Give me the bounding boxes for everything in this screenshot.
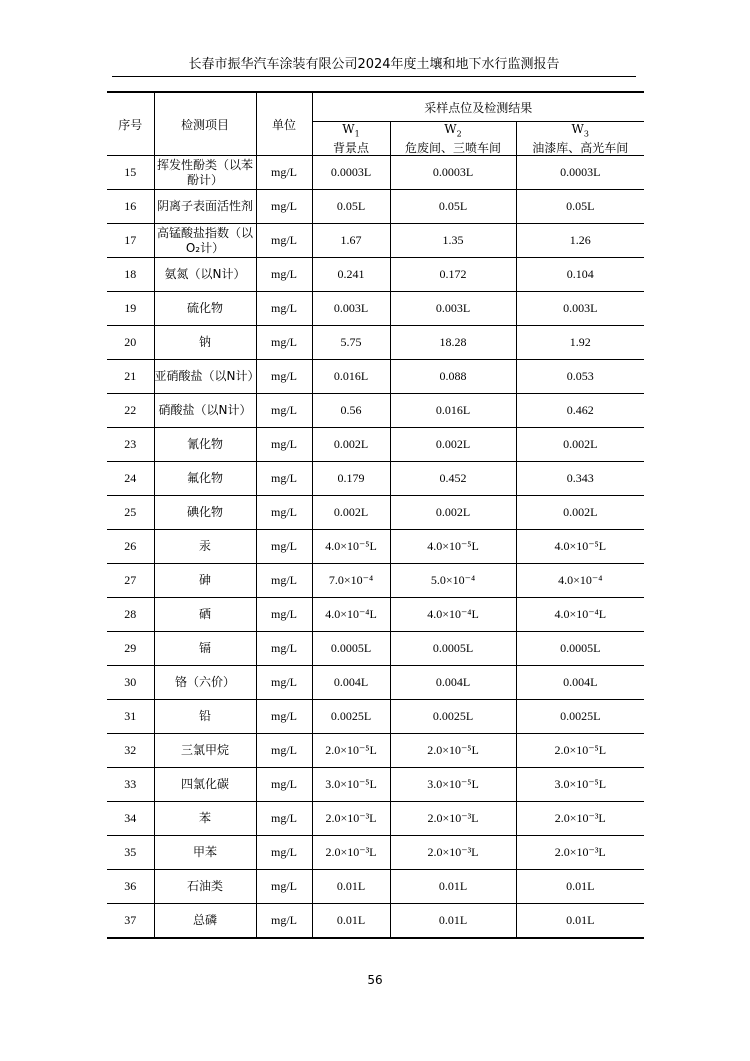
test-item: 汞 (154, 530, 256, 564)
site-code: $W_1$ (342, 122, 360, 139)
result-w2: 18.28 (390, 326, 516, 360)
result-w3: 2.0×10⁻⁵L (516, 734, 644, 768)
table-row (107, 802, 644, 836)
result-w2: 0.004L (390, 666, 516, 700)
row-number: 31 (107, 700, 154, 734)
table-row (107, 530, 644, 564)
unit: mg/L (256, 360, 312, 394)
result-w2: 2.0×10⁻³L (390, 802, 516, 836)
unit: mg/L (256, 836, 312, 870)
table-row (107, 360, 644, 394)
row-number: 33 (107, 768, 154, 802)
result-w1: 0.0003L (312, 156, 390, 190)
result-w2: 1.35 (390, 224, 516, 258)
test-item: 高锰酸盐指数（以O₂计） (154, 224, 256, 258)
test-item: 甲苯 (154, 836, 256, 870)
test-item: 亚硝酸盐（以N计） (154, 360, 256, 394)
site-header-w3 (516, 122, 644, 156)
row-number: 37 (107, 904, 154, 939)
result-w1: 5.75 (312, 326, 390, 360)
test-item: 硝酸盐（以N计） (154, 394, 256, 428)
test-item: 氟化物 (154, 462, 256, 496)
row-number: 29 (107, 632, 154, 666)
table-row (107, 904, 644, 939)
result-w2: 0.0005L (390, 632, 516, 666)
test-item: 铅 (154, 700, 256, 734)
result-w1: 0.002L (312, 428, 390, 462)
result-w2: 0.088 (390, 360, 516, 394)
unit: mg/L (256, 802, 312, 836)
table-row (107, 462, 644, 496)
site-code: $W_3$ (571, 122, 589, 139)
result-w1: 0.05L (312, 190, 390, 224)
result-w3: 4.0×10⁻⁴ (516, 564, 644, 598)
test-item: 碘化物 (154, 496, 256, 530)
result-w2: 5.0×10⁻⁴ (390, 564, 516, 598)
unit: mg/L (256, 564, 312, 598)
table-row (107, 428, 644, 462)
test-item: 苯 (154, 802, 256, 836)
result-w1: 4.0×10⁻⁴L (312, 598, 390, 632)
result-w2: 0.172 (390, 258, 516, 292)
unit: mg/L (256, 870, 312, 904)
result-w1: 7.0×10⁻⁴ (312, 564, 390, 598)
result-w3: 3.0×10⁻⁵L (516, 768, 644, 802)
result-w3: 0.0003L (516, 156, 644, 190)
result-w3: 0.002L (516, 428, 644, 462)
result-w3: 4.0×10⁻⁵L (516, 530, 644, 564)
result-w1: 0.01L (312, 870, 390, 904)
result-w1: 0.0005L (312, 632, 390, 666)
result-w2: 0.002L (390, 496, 516, 530)
result-w1: 0.179 (312, 462, 390, 496)
row-number: 26 (107, 530, 154, 564)
result-w1: 1.67 (312, 224, 390, 258)
table-row (107, 734, 644, 768)
result-w2: 0.05L (390, 190, 516, 224)
column-header-item: 检测项目 (154, 92, 256, 156)
test-item: 钠 (154, 326, 256, 360)
table-row (107, 258, 644, 292)
unit: mg/L (256, 428, 312, 462)
unit: mg/L (256, 462, 312, 496)
unit: mg/L (256, 530, 312, 564)
site-header-w2 (390, 122, 516, 156)
result-w3: 0.053 (516, 360, 644, 394)
result-w1: 4.0×10⁻⁵L (312, 530, 390, 564)
unit: mg/L (256, 904, 312, 939)
row-number: 32 (107, 734, 154, 768)
result-w1: 2.0×10⁻³L (312, 836, 390, 870)
result-w3: 0.0005L (516, 632, 644, 666)
test-item: 镉 (154, 632, 256, 666)
result-w2: 0.002L (390, 428, 516, 462)
row-number: 19 (107, 292, 154, 326)
result-w3: 0.01L (516, 904, 644, 939)
table-row (107, 870, 644, 904)
result-w1: 0.241 (312, 258, 390, 292)
test-item: 氨氮（以N计） (154, 258, 256, 292)
site-code: $W_2$ (444, 122, 462, 139)
table-row (107, 190, 644, 224)
result-w3: 1.26 (516, 224, 644, 258)
column-header-unit: 单位 (256, 92, 312, 156)
result-w1: 0.016L (312, 360, 390, 394)
result-w2: 2.0×10⁻⁵L (390, 734, 516, 768)
column-header-results: 采样点位及检测结果 (312, 92, 644, 122)
result-w3: 2.0×10⁻³L (516, 802, 644, 836)
row-number: 23 (107, 428, 154, 462)
page-header-title: 长春市振华汽车涂装有限公司2024年度土壤和地下水行监测报告 (188, 57, 560, 72)
test-item: 硫化物 (154, 292, 256, 326)
result-w1: 2.0×10⁻³L (312, 802, 390, 836)
table-row (107, 394, 644, 428)
test-item: 阴离子表面活性剂 (154, 190, 256, 224)
unit: mg/L (256, 598, 312, 632)
test-item: 铬（六价） (154, 666, 256, 700)
test-item: 硒 (154, 598, 256, 632)
site-header-w1 (312, 122, 390, 156)
table-row (107, 496, 644, 530)
row-number: 20 (107, 326, 154, 360)
test-item: 三氯甲烷 (154, 734, 256, 768)
result-w3: 0.003L (516, 292, 644, 326)
unit: mg/L (256, 224, 312, 258)
result-w3: 0.462 (516, 394, 644, 428)
table-row (107, 156, 644, 190)
table-row (107, 666, 644, 700)
test-item: 四氯化碳 (154, 768, 256, 802)
page-number: 56 (367, 973, 383, 987)
unit: mg/L (256, 326, 312, 360)
row-number: 35 (107, 836, 154, 870)
result-w3: 0.0025L (516, 700, 644, 734)
site-name: 背景点 (332, 141, 369, 156)
row-number: 24 (107, 462, 154, 496)
result-w2: 0.01L (390, 870, 516, 904)
result-w1: 0.003L (312, 292, 390, 326)
test-item: 挥发性酚类（以苯酚计） (154, 156, 256, 190)
result-w2: 4.0×10⁻⁴L (390, 598, 516, 632)
table-body (107, 156, 644, 939)
table-row (107, 768, 644, 802)
table-row (107, 598, 644, 632)
table-row (107, 326, 644, 360)
unit: mg/L (256, 258, 312, 292)
result-w2: 0.01L (390, 904, 516, 939)
result-w2: 0.452 (390, 462, 516, 496)
row-number: 36 (107, 870, 154, 904)
result-w2: 3.0×10⁻⁵L (390, 768, 516, 802)
result-w1: 3.0×10⁻⁵L (312, 768, 390, 802)
header-divider (112, 76, 636, 77)
result-w2: 0.0025L (390, 700, 516, 734)
result-w2: 2.0×10⁻³L (390, 836, 516, 870)
result-w3: 1.92 (516, 326, 644, 360)
table-row (107, 632, 644, 666)
result-w3: 0.002L (516, 496, 644, 530)
result-w3: 0.343 (516, 462, 644, 496)
unit: mg/L (256, 700, 312, 734)
result-w3: 0.004L (516, 666, 644, 700)
row-number: 25 (107, 496, 154, 530)
row-number: 17 (107, 224, 154, 258)
unit: mg/L (256, 496, 312, 530)
row-number: 27 (107, 564, 154, 598)
unit: mg/L (256, 666, 312, 700)
column-header-number: 序号 (107, 92, 154, 156)
result-w2: 4.0×10⁻⁵L (390, 530, 516, 564)
result-w3: 0.104 (516, 258, 644, 292)
result-w1: 0.004L (312, 666, 390, 700)
row-number: 16 (107, 190, 154, 224)
result-w2: 0.016L (390, 394, 516, 428)
table-row (107, 700, 644, 734)
result-w3: 0.01L (516, 870, 644, 904)
result-w1: 0.002L (312, 496, 390, 530)
table-row (107, 564, 644, 598)
row-number: 15 (107, 156, 154, 190)
table-row (107, 224, 644, 258)
row-number: 34 (107, 802, 154, 836)
site-name: 危废间、三喷车间 (404, 141, 501, 156)
row-number: 28 (107, 598, 154, 632)
row-number: 30 (107, 666, 154, 700)
result-w1: 0.56 (312, 394, 390, 428)
unit: mg/L (256, 190, 312, 224)
test-item: 砷 (154, 564, 256, 598)
result-w1: 0.01L (312, 904, 390, 939)
unit: mg/L (256, 768, 312, 802)
result-w2: 0.003L (390, 292, 516, 326)
row-number: 21 (107, 360, 154, 394)
result-w3: 2.0×10⁻³L (516, 836, 644, 870)
unit: mg/L (256, 632, 312, 666)
test-item: 氰化物 (154, 428, 256, 462)
result-w3: 4.0×10⁻⁴L (516, 598, 644, 632)
unit: mg/L (256, 734, 312, 768)
monitoring-results-table (107, 91, 644, 939)
test-item: 石油类 (154, 870, 256, 904)
unit: mg/L (256, 292, 312, 326)
result-w1: 0.0025L (312, 700, 390, 734)
table-row (107, 292, 644, 326)
row-number: 18 (107, 258, 154, 292)
result-w3: 0.05L (516, 190, 644, 224)
table-row (107, 836, 644, 870)
result-w2: 0.0003L (390, 156, 516, 190)
result-w1: 2.0×10⁻⁵L (312, 734, 390, 768)
site-name: 油漆库、高光车间 (532, 141, 629, 156)
unit: mg/L (256, 394, 312, 428)
row-number: 22 (107, 394, 154, 428)
unit: mg/L (256, 156, 312, 190)
test-item: 总磷 (154, 904, 256, 939)
